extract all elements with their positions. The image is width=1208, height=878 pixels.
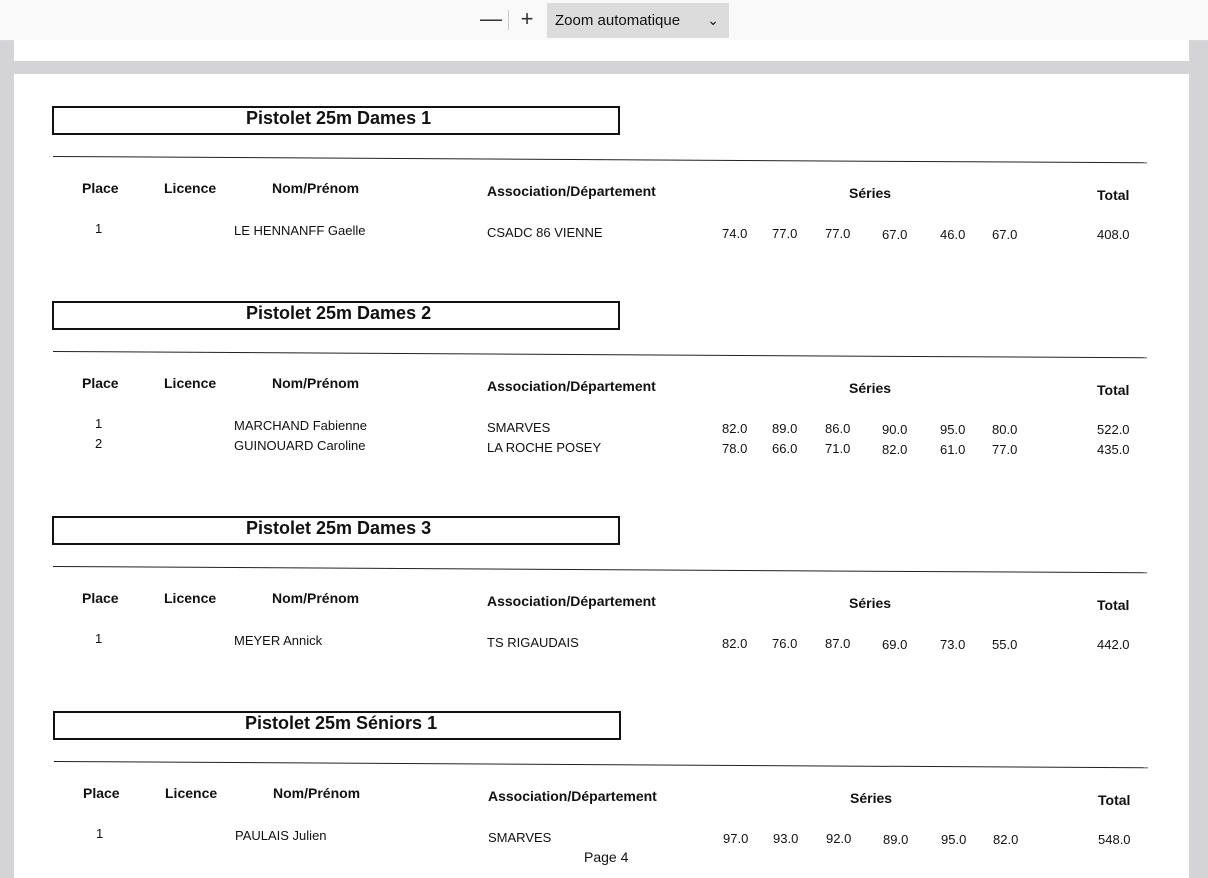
row-name: GUINOUARD Caroline [234,438,366,453]
row-series-value: 67.0 [992,227,1018,242]
row-association: SMARVES [487,420,551,435]
row-association: CSADC 86 VIENNE [487,225,603,240]
row-series-value: 82.0 [722,421,748,436]
row-series-value: 80.0 [992,422,1018,437]
header-total: Total [1098,792,1131,808]
row-series-value: 82.0 [882,442,908,457]
header-place: Place [82,590,119,606]
row-name: PAULAIS Julien [235,828,327,843]
row-series-value: 97.0 [723,831,749,846]
row-series-value: 82.0 [993,832,1019,847]
zoom-select[interactable] [547,3,729,38]
header-licence: Licence [164,180,217,196]
header-name: Nom/Prénom [272,180,360,196]
category-title: Pistolet 25m Dames 3 [246,518,432,538]
row-series-value: 73.0 [940,637,966,652]
row-series-value: 87.0 [825,636,851,651]
row-series-value: 46.0 [940,227,966,242]
header-association: Association/Département [487,378,656,394]
header-place: Place [82,375,119,391]
row-association: SMARVES [488,830,552,845]
header-licence: Licence [165,785,218,801]
zoom-select-value: Zoom automatique [555,12,681,29]
row-series-value: 74.0 [722,226,748,241]
header-series: Séries [849,380,892,396]
chevron-down-icon: ⌄ [707,12,719,28]
row-place: 1 [96,826,104,841]
header-association: Association/Département [487,183,656,199]
row-name: MARCHAND Fabienne [234,418,367,433]
row-series-value: 95.0 [940,422,966,437]
row-total: 435.0 [1097,442,1130,457]
header-name: Nom/Prénom [272,590,360,606]
row-association: LA ROCHE POSEY [487,440,602,455]
row-series-value: 90.0 [882,422,908,437]
row-series-value: 61.0 [940,442,966,457]
row-total: 522.0 [1097,422,1130,437]
row-series-value: 71.0 [825,441,851,456]
row-series-value: 93.0 [773,831,799,846]
row-name: MEYER Annick [234,633,323,648]
row-series-value: 89.0 [883,832,909,847]
category-title: Pistolet 25m Dames 1 [246,108,432,128]
row-series-value: 92.0 [826,831,852,846]
row-series-value: 89.0 [772,421,798,436]
row-place: 2 [95,436,103,451]
row-total: 442.0 [1097,637,1130,652]
header-series: Séries [850,790,893,806]
row-association: TS RIGAUDAIS [487,635,579,650]
header-place: Place [83,785,120,801]
page-number: Page 4 [584,849,629,865]
row-name: LE HENNANFF Gaelle [234,223,366,238]
header-series: Séries [849,185,892,201]
row-series-value: 86.0 [825,421,851,436]
row-series-value: 95.0 [941,832,967,847]
row-series-value: 67.0 [882,227,908,242]
row-total: 548.0 [1098,832,1131,847]
row-place: 1 [95,221,103,236]
zoom-out-button[interactable]: — [480,6,502,31]
previous-page-edge [14,40,1189,61]
header-licence: Licence [164,375,217,391]
row-series-value: 69.0 [882,637,908,652]
row-series-value: 55.0 [992,637,1018,652]
row-series-value: 76.0 [772,636,798,651]
row-series-value: 78.0 [722,441,748,456]
row-place: 1 [95,416,103,431]
row-place: 1 [95,631,103,646]
row-series-value: 77.0 [825,226,851,241]
header-name: Nom/Prénom [272,375,360,391]
header-licence: Licence [164,590,217,606]
row-series-value: 77.0 [772,226,798,241]
header-total: Total [1097,187,1130,203]
header-total: Total [1097,382,1130,398]
row-series-value: 66.0 [772,441,798,456]
zoom-in-button[interactable]: + [520,6,534,31]
header-association: Association/Département [487,593,656,609]
toolbar-separator [508,10,509,30]
header-name: Nom/Prénom [273,785,361,801]
header-place: Place [82,180,119,196]
category-title: Pistolet 25m Dames 2 [246,303,432,323]
header-total: Total [1097,597,1130,613]
row-total: 408.0 [1097,227,1130,242]
header-series: Séries [849,595,892,611]
category-title: Pistolet 25m Séniors 1 [245,713,438,733]
pdf-toolbar [0,0,1208,41]
row-series-value: 77.0 [992,442,1018,457]
row-series-value: 82.0 [722,636,748,651]
header-association: Association/Département [488,788,657,804]
